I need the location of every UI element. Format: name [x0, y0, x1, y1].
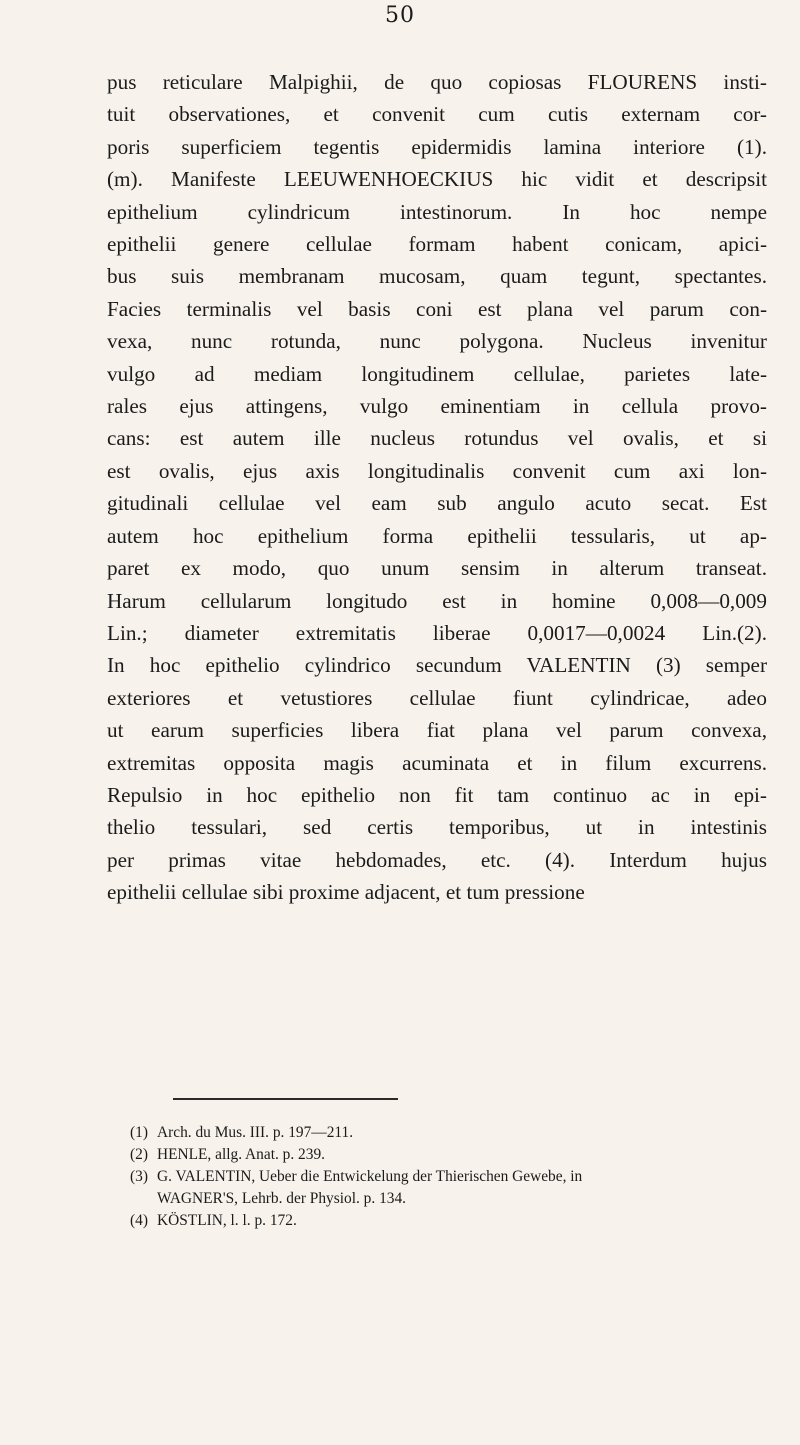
body-line: vexa, nunc rotunda, nunc polygona. Nucleus invenitur [107, 329, 767, 354]
body-line: gitudinali cellulae vel eam sub angulo acuto secat. Est [107, 491, 767, 516]
body-line: pus reticulare Malpighii, de quo copiosas FLOURENS insti- [107, 70, 767, 94]
body-line: rales ejus attingens, vulgo eminentiam in cellula provo- [107, 394, 767, 419]
body-line: Repulsio in hoc epithelio non fit tam continuo ac in epi- [107, 782, 767, 807]
body-line: Facies terminalis vel basis coni est plana vel parum con- [107, 296, 767, 321]
body-line: In hoc epithelio cylindrico secundum VALENTIN (3) semper [107, 653, 767, 678]
body-line: cans: est autem ille nucleus rotundus vel ovalis, et si [107, 426, 767, 451]
body-line: (m). Manifeste LEEUWENHOECKIUS hic vidit et descripsit [107, 167, 767, 192]
footnote-text: KÖSTLIN, l. l. p. 172. [157, 1212, 297, 1229]
body-line: Harum cellularum longitudo est in homine 0,008—0,009 [107, 588, 767, 613]
page-number: 50 [385, 3, 415, 28]
body-line: bus suis membranam mucosam, quam tegunt, spectantes. [107, 264, 767, 289]
body-line: poris superficiem tegentis epidermidis lamina interiore (1). [107, 134, 767, 159]
footnote-text: Arch. du Mus. III. p. 197—211. [157, 1124, 354, 1141]
footnote-text: HENLE, allg. Anat. p. 239. [157, 1146, 325, 1163]
body-line: epithelium cylindricum intestinorum. In hoc nempe [107, 199, 767, 224]
body-line: ut earum superficies libera fiat plana vel parum convexa, [107, 718, 767, 743]
footnote-3-continuation: WAGNER'S, Lehrb. der Physiol. p. 134. [157, 1190, 407, 1207]
body-line: paret ex modo, quo unum sensim in alterum transeat. [107, 556, 767, 581]
body-line: epithelii genere cellulae formam habent conicam, apici- [107, 232, 767, 257]
body-line: epithelii cellulae sibi proxime adjacent, et tum pressione [107, 880, 585, 905]
body-line: est ovalis, ejus axis longitudinalis convenit cum axi lon- [107, 458, 767, 483]
body-line: vulgo ad mediam longitudinem cellulae, parietes late- [107, 361, 767, 386]
footnote-number: (1) [130, 1124, 148, 1141]
body-line: Lin.; diameter extremitatis liberae 0,0017—0,0024 Lin.(2). [107, 620, 767, 645]
footnote-number: (4) [130, 1212, 148, 1229]
body-text [107, 66, 767, 909]
footnote-number: (3) [130, 1168, 148, 1185]
footnote-2 [130, 1144, 770, 1166]
footnote-4 [130, 1210, 770, 1232]
body-line: tuit observationes, et convenit cum cutis externam cor- [107, 102, 767, 127]
footnote-3 [130, 1166, 770, 1188]
body-line: autem hoc epithelium forma epithelii tessularis, ut ap- [107, 523, 767, 548]
body-line: exteriores et vetustiores cellulae fiunt cylindricae, adeo [107, 685, 767, 710]
footnote-separator [173, 1098, 398, 1100]
footnote-1 [130, 1122, 770, 1144]
footnote-number: (2) [130, 1146, 148, 1163]
body-line: thelio tessulari, sed certis temporibus, ut in intestinis [107, 815, 767, 840]
body-line: extremitas opposita magis acuminata et in filum excurrens. [107, 750, 767, 775]
body-line: per primas vitae hebdomades, etc. (4). Interdum hujus [107, 847, 767, 872]
footnotes [130, 1122, 770, 1232]
footnote-text: G. VALENTIN, Ueber die Entwickelung der Thierischen Gewebe, in [157, 1168, 583, 1185]
